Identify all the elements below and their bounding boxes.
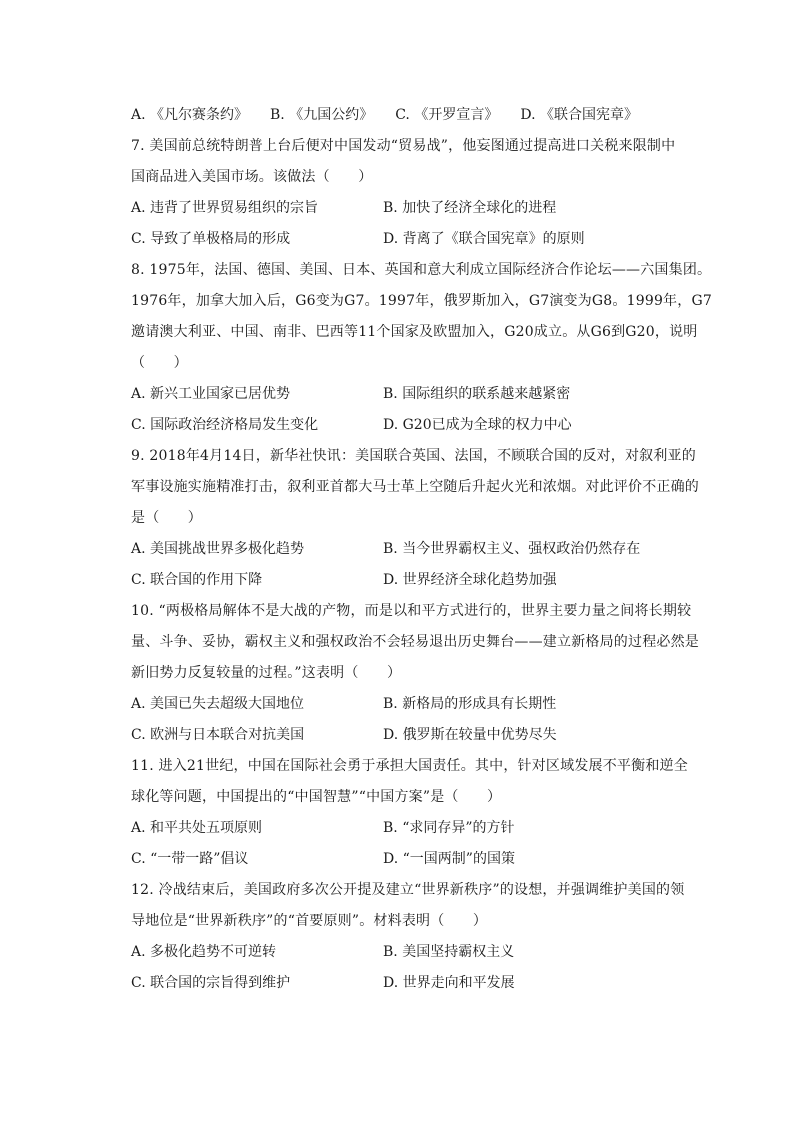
question-10 xyxy=(131,596,699,751)
option-row xyxy=(131,379,691,410)
option-row xyxy=(131,720,691,751)
question-stem-line: 是（ ） xyxy=(131,510,202,526)
option-row xyxy=(131,224,691,255)
question-stem-line: 11. 进入21世纪，中国在国际社会勇于承担大国责任。其中，针对区域发展不平衡和逆全 xyxy=(131,758,688,774)
option-row xyxy=(131,844,691,875)
question-stem-line: 量、斗争、妥协，霸权主义和强权政治不会轻易退出历史舞台——建立新格局的过程必然是 xyxy=(131,634,699,650)
prev-question-options xyxy=(131,100,691,131)
option-d: D. 世界走向和平发展 xyxy=(383,975,515,991)
question-stem-line: （ ） xyxy=(131,355,188,371)
question-stem-line: 国商品进入美国市场。该做法（ ） xyxy=(131,169,373,185)
question-stem-line: 导地位是“世界新秩序”的“首要原则”。材料表明（ ） xyxy=(131,913,488,929)
option-row xyxy=(131,534,691,565)
option-row xyxy=(131,813,691,844)
option-b: B. “求同存异”的方针 xyxy=(383,820,515,836)
option-row xyxy=(131,193,691,224)
option-a: A. 《凡尔赛条约》 xyxy=(131,107,249,123)
option-a: A. 美国挑战世界多极化趋势 xyxy=(131,541,305,557)
option-b: B. 国际组织的联系越来越紧密 xyxy=(383,386,571,402)
question-stem-line: 邀请澳大利亚、中国、南非、巴西等11个国家及欧盟加入，G20成立。从G6到G20，说明 xyxy=(131,324,698,340)
option-a: A. 美国已失去超级大国地位 xyxy=(131,696,305,712)
option-d: D. “一国两制”的国策 xyxy=(383,851,515,867)
option-c: C. 欧洲与日本联合对抗美国 xyxy=(131,727,305,743)
option-d: D. 《联合国宪章》 xyxy=(520,107,638,123)
exam-page xyxy=(131,100,712,999)
option-row xyxy=(131,968,691,999)
question-stem-line: 1976年，加拿大加入后，G6变为G7。1997年，俄罗斯加入，G7演变为G8。1999年，G7 xyxy=(131,293,712,309)
question-stem-line: 新旧势力反复较量的过程。”这表明（ ） xyxy=(131,665,402,681)
option-b: B. 当今世界霸权主义、强权政治仍然存在 xyxy=(383,541,641,557)
question-11 xyxy=(131,751,691,875)
question-stem-line: 球化等问题，中国提出的“中国智慧”“中国方案”是（ ） xyxy=(131,789,502,805)
option-row xyxy=(131,937,691,968)
option-b: B. 加快了经济全球化的进程 xyxy=(383,200,557,216)
option-c: C. “一带一路”倡议 xyxy=(131,851,249,867)
question-stem-line: 9. 2018年4月14日，新华社快讯：美国联合英国、法国，不顾联合国的反对，对叙利亚的 xyxy=(131,448,696,464)
option-row xyxy=(131,565,691,596)
option-b: B. 新格局的形成具有长期性 xyxy=(383,696,557,712)
option-c: C. 国际政治经济格局发生变化 xyxy=(131,417,319,433)
option-c: C. 联合国的作用下降 xyxy=(131,572,263,588)
question-7 xyxy=(131,131,691,255)
option-c: C. 联合国的宗旨得到维护 xyxy=(131,975,291,991)
option-a: A. 新兴工业国家已居优势 xyxy=(131,386,291,402)
question-9 xyxy=(131,441,699,596)
option-row xyxy=(131,689,691,720)
option-d: D. 背离了《联合国宪章》的原则 xyxy=(383,231,585,247)
option-d: D. 世界经济全球化趋势加强 xyxy=(383,572,557,588)
option-b: B. 美国坚持霸权主义 xyxy=(383,944,515,960)
option-b: B. 《九国公约》 xyxy=(270,107,374,123)
option-d: D. 俄罗斯在较量中优势尽失 xyxy=(383,727,557,743)
option-a: A. 和平共处五项原则 xyxy=(131,820,263,836)
option-row xyxy=(131,410,691,441)
option-a: A. 违背了世界贸易组织的宗旨 xyxy=(131,200,319,216)
question-stem-line: 7. 美国前总统特朗普上台后便对中国发动“贸易战”，他妄图通过提高进口关税来限制中 xyxy=(131,138,676,154)
question-8 xyxy=(131,255,712,441)
option-a: A. 多极化趋势不可逆转 xyxy=(131,944,277,960)
question-12 xyxy=(131,875,691,999)
option-c: C. 导致了单极格局的形成 xyxy=(131,231,291,247)
option-c: C. 《开罗宣言》 xyxy=(395,107,499,123)
question-stem-line: 12. 冷战结束后，美国政府多次公开提及建立“世界新秩序”的设想，并强调维护美国的领 xyxy=(131,882,685,898)
question-stem-line: 10. “两极格局解体不是大战的产物，而是以和平方式进行的，世界主要力量之间将长期较 xyxy=(131,603,692,619)
option-d: D. G20已成为全球的权力中心 xyxy=(383,417,572,433)
question-stem-line: 军事设施实施精准打击，叙利亚首都大马士革上空随后升起火光和浓烟。对此评价不正确的 xyxy=(131,479,699,495)
question-stem-line: 8. 1975年，法国、德国、美国、日本、英国和意大利成立国际经济合作论坛——六国集团。 xyxy=(131,262,712,278)
